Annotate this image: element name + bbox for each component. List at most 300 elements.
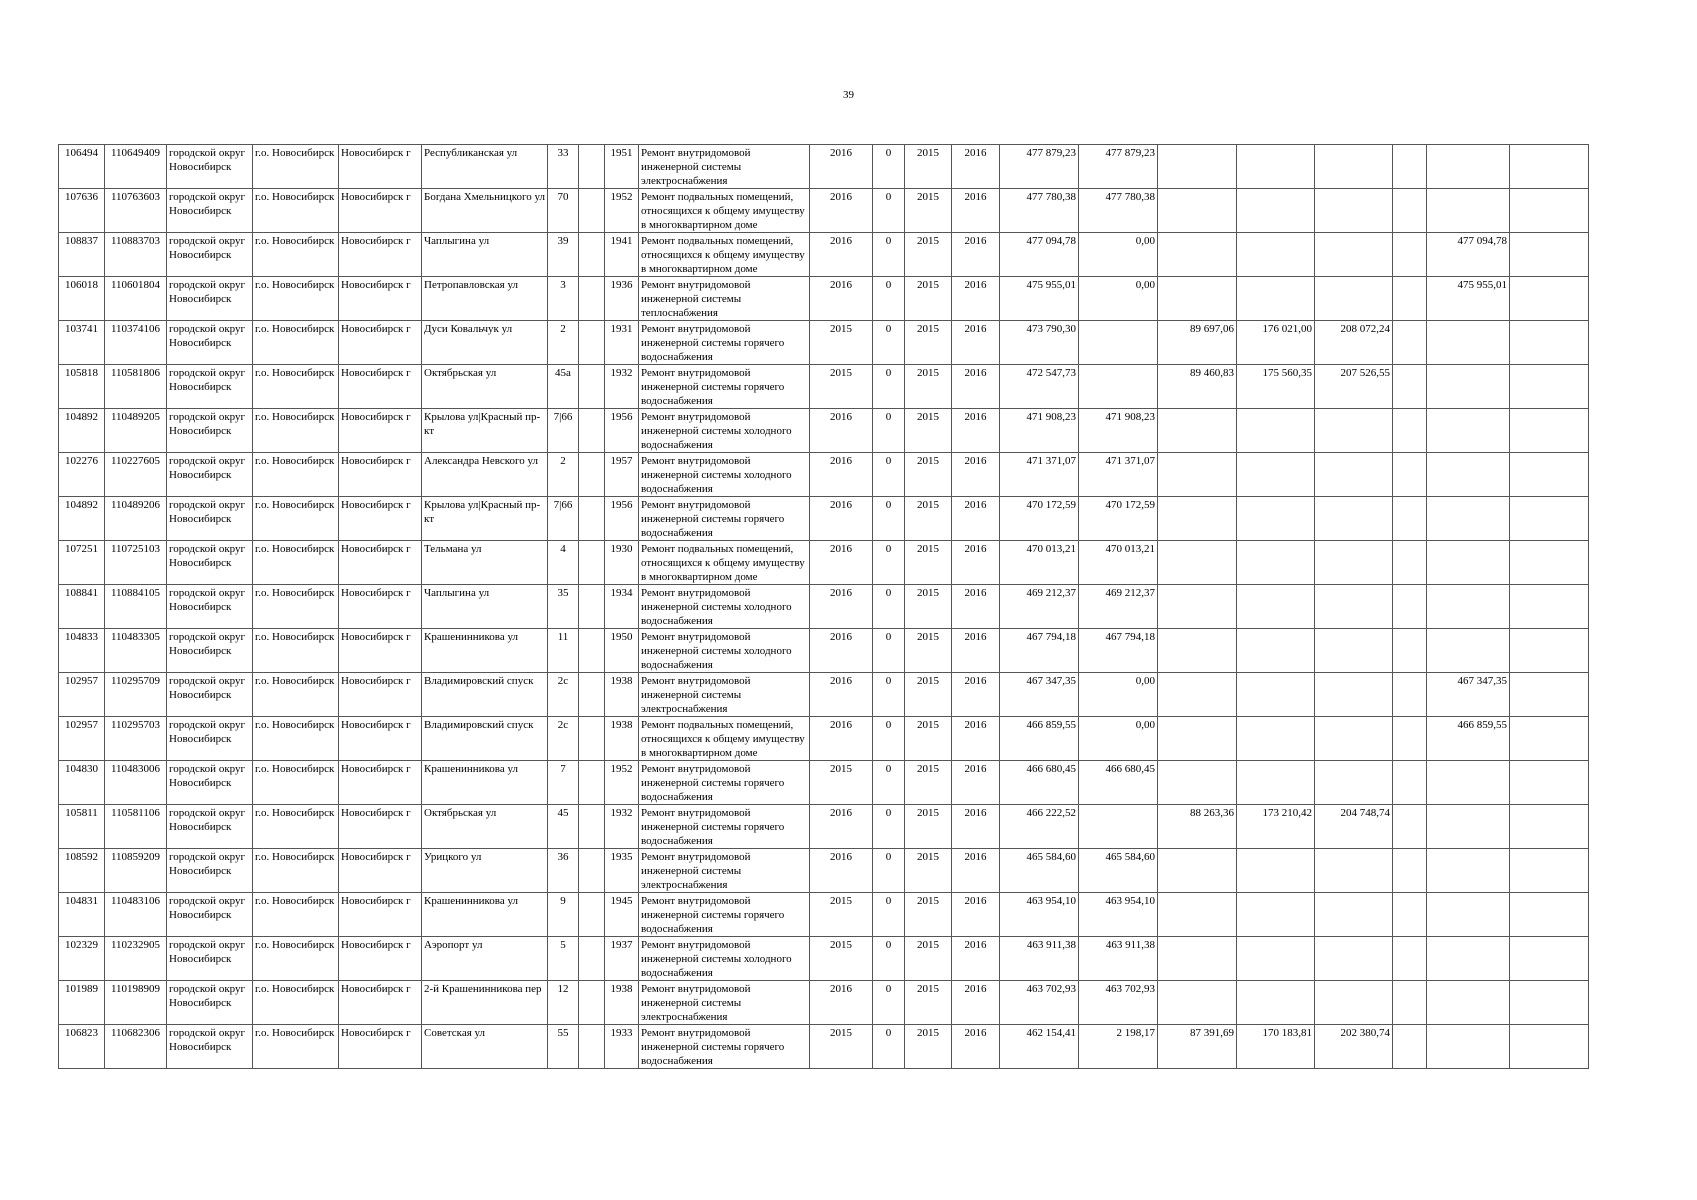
cell-cost-a bbox=[1079, 805, 1158, 849]
cell-year-built: 1950 bbox=[605, 629, 639, 673]
cell-cost-e bbox=[1393, 981, 1427, 1025]
cell-city-district: г.о. Новосибирск bbox=[253, 585, 339, 629]
cell-cost-g bbox=[1510, 321, 1589, 365]
cell-street: Богдана Хмельницкого ул bbox=[422, 189, 548, 233]
cell-house-number: 5 bbox=[548, 937, 579, 981]
cell-work-id: 110725103 bbox=[105, 541, 167, 585]
cell-cost-d bbox=[1315, 145, 1393, 189]
cell-flag: 0 bbox=[873, 189, 905, 233]
cell-cost-e bbox=[1393, 497, 1427, 541]
cell-cost-g bbox=[1510, 849, 1589, 893]
cell-work-id: 110295703 bbox=[105, 717, 167, 761]
cell-cost-b: 88 263,36 bbox=[1158, 805, 1237, 849]
cell-building bbox=[579, 849, 605, 893]
cell-cost-d bbox=[1315, 409, 1393, 453]
cell-work-id: 110483106 bbox=[105, 893, 167, 937]
cell-cost-a: 463 702,93 bbox=[1079, 981, 1158, 1025]
cell-cost-c bbox=[1237, 409, 1315, 453]
cell-period-start: 2015 bbox=[905, 937, 952, 981]
cell-cost-e bbox=[1393, 629, 1427, 673]
cell-cost-c: 173 210,42 bbox=[1237, 805, 1315, 849]
cell-cost-b bbox=[1158, 937, 1237, 981]
cell-cost-g bbox=[1510, 409, 1589, 453]
cell-year-built: 1936 bbox=[605, 277, 639, 321]
cell-work-type: Ремонт внутридомовой инженерной системы горячего водоснабжения bbox=[639, 365, 810, 409]
cell-cost-c bbox=[1237, 981, 1315, 1025]
cell-building bbox=[579, 585, 605, 629]
cell-street: Владимировский спуск bbox=[422, 673, 548, 717]
cell-cost-e bbox=[1393, 761, 1427, 805]
cell-cost-b bbox=[1158, 541, 1237, 585]
cell-municipality: городской округ Новосибирск bbox=[167, 981, 253, 1025]
cell-building bbox=[579, 893, 605, 937]
cell-street: Аэропорт ул bbox=[422, 937, 548, 981]
cell-city-district: г.о. Новосибирск bbox=[253, 761, 339, 805]
cell-year-built: 1934 bbox=[605, 585, 639, 629]
cell-year-built: 1932 bbox=[605, 805, 639, 849]
cell-period-start: 2015 bbox=[905, 761, 952, 805]
cell-period-start: 2015 bbox=[905, 365, 952, 409]
cell-house-id: 102957 bbox=[59, 717, 105, 761]
cell-flag: 0 bbox=[873, 893, 905, 937]
cell-city-district: г.о. Новосибирск bbox=[253, 981, 339, 1025]
cell-cost-f bbox=[1427, 1025, 1510, 1069]
cell-house-number: 39 bbox=[548, 233, 579, 277]
cell-house-id: 104833 bbox=[59, 629, 105, 673]
cell-work-type: Ремонт внутридомовой инженерной системы холодного водоснабжения bbox=[639, 453, 810, 497]
cell-period-start: 2015 bbox=[905, 189, 952, 233]
cell-locality: Новосибирск г bbox=[339, 937, 422, 981]
cell-plan-year: 2015 bbox=[810, 761, 873, 805]
cell-plan-year: 2016 bbox=[810, 805, 873, 849]
cell-cost-d bbox=[1315, 453, 1393, 497]
cell-work-id: 110489205 bbox=[105, 409, 167, 453]
cell-cost-c bbox=[1237, 717, 1315, 761]
cell-cost-a: 469 212,37 bbox=[1079, 585, 1158, 629]
cell-cost-f bbox=[1427, 453, 1510, 497]
cell-period-end: 2016 bbox=[952, 849, 1000, 893]
cell-work-id: 110295709 bbox=[105, 673, 167, 717]
cell-flag: 0 bbox=[873, 849, 905, 893]
cell-total-cost: 463 702,93 bbox=[1000, 981, 1079, 1025]
cell-municipality: городской округ Новосибирск bbox=[167, 409, 253, 453]
page-number: 39 bbox=[843, 89, 854, 101]
cell-cost-f bbox=[1427, 145, 1510, 189]
table-row bbox=[59, 1025, 1589, 1069]
cell-plan-year: 2016 bbox=[810, 409, 873, 453]
cell-street: Дуси Ковальчук ул bbox=[422, 321, 548, 365]
cell-street: Октябрьская ул bbox=[422, 805, 548, 849]
cell-period-start: 2015 bbox=[905, 981, 952, 1025]
cell-cost-b bbox=[1158, 893, 1237, 937]
cell-house-number: 33 bbox=[548, 145, 579, 189]
cell-locality: Новосибирск г bbox=[339, 145, 422, 189]
cell-cost-b bbox=[1158, 233, 1237, 277]
cell-year-built: 1930 bbox=[605, 541, 639, 585]
cell-cost-f bbox=[1427, 761, 1510, 805]
cell-work-id: 110682306 bbox=[105, 1025, 167, 1069]
cell-year-built: 1956 bbox=[605, 409, 639, 453]
cell-year-built: 1931 bbox=[605, 321, 639, 365]
cell-municipality: городской округ Новосибирск bbox=[167, 761, 253, 805]
cell-municipality: городской округ Новосибирск bbox=[167, 497, 253, 541]
cell-cost-g bbox=[1510, 145, 1589, 189]
cell-cost-c bbox=[1237, 541, 1315, 585]
cell-cost-c bbox=[1237, 497, 1315, 541]
cell-street: Крашенинникова ул bbox=[422, 893, 548, 937]
cell-street: 2-й Крашенинникова пер bbox=[422, 981, 548, 1025]
cell-period-end: 2016 bbox=[952, 497, 1000, 541]
cell-year-built: 1938 bbox=[605, 717, 639, 761]
cell-plan-year: 2016 bbox=[810, 453, 873, 497]
cell-street: Чаплыгина ул bbox=[422, 585, 548, 629]
cell-flag: 0 bbox=[873, 409, 905, 453]
cell-municipality: городской округ Новосибирск bbox=[167, 145, 253, 189]
cell-locality: Новосибирск г bbox=[339, 761, 422, 805]
cell-period-end: 2016 bbox=[952, 189, 1000, 233]
cell-street: Петропавловская ул bbox=[422, 277, 548, 321]
cell-plan-year: 2015 bbox=[810, 937, 873, 981]
cell-period-end: 2016 bbox=[952, 805, 1000, 849]
cell-flag: 0 bbox=[873, 761, 905, 805]
cell-city-district: г.о. Новосибирск bbox=[253, 497, 339, 541]
cell-city-district: г.о. Новосибирск bbox=[253, 849, 339, 893]
cell-house-id: 106823 bbox=[59, 1025, 105, 1069]
cell-work-type: Ремонт внутридомовой инженерной системы горячего водоснабжения bbox=[639, 497, 810, 541]
cell-cost-c bbox=[1237, 849, 1315, 893]
cell-cost-d: 202 380,74 bbox=[1315, 1025, 1393, 1069]
cell-building bbox=[579, 189, 605, 233]
cell-house-id: 108837 bbox=[59, 233, 105, 277]
cell-cost-g bbox=[1510, 629, 1589, 673]
cell-building bbox=[579, 277, 605, 321]
cell-year-built: 1952 bbox=[605, 189, 639, 233]
cell-cost-e bbox=[1393, 321, 1427, 365]
cell-building bbox=[579, 981, 605, 1025]
cell-cost-c bbox=[1237, 629, 1315, 673]
cell-work-type: Ремонт внутридомовой инженерной системы холодного водоснабжения bbox=[639, 937, 810, 981]
cell-cost-c bbox=[1237, 893, 1315, 937]
cell-cost-d bbox=[1315, 541, 1393, 585]
cell-locality: Новосибирск г bbox=[339, 189, 422, 233]
cell-cost-d bbox=[1315, 189, 1393, 233]
cell-plan-year: 2016 bbox=[810, 233, 873, 277]
cell-cost-d: 208 072,24 bbox=[1315, 321, 1393, 365]
cell-locality: Новосибирск г bbox=[339, 409, 422, 453]
cell-cost-f: 475 955,01 bbox=[1427, 277, 1510, 321]
cell-city-district: г.о. Новосибирск bbox=[253, 805, 339, 849]
cell-cost-e bbox=[1393, 189, 1427, 233]
cell-total-cost: 466 222,52 bbox=[1000, 805, 1079, 849]
cell-total-cost: 467 794,18 bbox=[1000, 629, 1079, 673]
cell-work-id: 110581106 bbox=[105, 805, 167, 849]
cell-locality: Новосибирск г bbox=[339, 541, 422, 585]
cell-cost-f bbox=[1427, 893, 1510, 937]
cell-cost-c bbox=[1237, 277, 1315, 321]
cell-total-cost: 462 154,41 bbox=[1000, 1025, 1079, 1069]
cell-locality: Новосибирск г bbox=[339, 233, 422, 277]
cell-cost-g bbox=[1510, 277, 1589, 321]
cell-period-end: 2016 bbox=[952, 277, 1000, 321]
cell-period-start: 2015 bbox=[905, 321, 952, 365]
cell-plan-year: 2015 bbox=[810, 321, 873, 365]
table-row bbox=[59, 145, 1589, 189]
cell-year-built: 1933 bbox=[605, 1025, 639, 1069]
cell-street: Крашенинникова ул bbox=[422, 629, 548, 673]
cell-plan-year: 2016 bbox=[810, 145, 873, 189]
cell-house-id: 101989 bbox=[59, 981, 105, 1025]
cell-cost-c bbox=[1237, 453, 1315, 497]
cell-work-id: 110884105 bbox=[105, 585, 167, 629]
cell-cost-c bbox=[1237, 761, 1315, 805]
cell-cost-b bbox=[1158, 585, 1237, 629]
cell-house-number: 2 bbox=[548, 321, 579, 365]
cell-cost-b: 87 391,69 bbox=[1158, 1025, 1237, 1069]
cell-house-id: 104892 bbox=[59, 497, 105, 541]
cell-cost-b bbox=[1158, 629, 1237, 673]
cell-work-type: Ремонт внутридомовой инженерной системы холодного водоснабжения bbox=[639, 629, 810, 673]
cell-city-district: г.о. Новосибирск bbox=[253, 409, 339, 453]
cell-total-cost: 477 780,38 bbox=[1000, 189, 1079, 233]
cell-work-id: 110374106 bbox=[105, 321, 167, 365]
cell-total-cost: 477 879,23 bbox=[1000, 145, 1079, 189]
cell-cost-f bbox=[1427, 497, 1510, 541]
cell-total-cost: 472 547,73 bbox=[1000, 365, 1079, 409]
cell-locality: Новосибирск г bbox=[339, 673, 422, 717]
cell-cost-b bbox=[1158, 145, 1237, 189]
cell-work-id: 110883703 bbox=[105, 233, 167, 277]
table-row bbox=[59, 585, 1589, 629]
cell-cost-a: 463 954,10 bbox=[1079, 893, 1158, 937]
cell-year-built: 1938 bbox=[605, 981, 639, 1025]
cell-cost-a: 0,00 bbox=[1079, 233, 1158, 277]
cell-cost-g bbox=[1510, 1025, 1589, 1069]
cell-period-end: 2016 bbox=[952, 145, 1000, 189]
cell-cost-f: 477 094,78 bbox=[1427, 233, 1510, 277]
cell-work-type: Ремонт подвальных помещений, относящихся к общему имуществу в многоквартирном доме bbox=[639, 541, 810, 585]
cell-work-type: Ремонт внутридомовой инженерной системы горячего водоснабжения bbox=[639, 893, 810, 937]
cell-cost-c bbox=[1237, 233, 1315, 277]
cell-period-start: 2015 bbox=[905, 145, 952, 189]
cell-cost-a: 0,00 bbox=[1079, 673, 1158, 717]
cell-cost-f bbox=[1427, 409, 1510, 453]
cell-work-id: 110859209 bbox=[105, 849, 167, 893]
cell-house-id: 103741 bbox=[59, 321, 105, 365]
cell-cost-e bbox=[1393, 849, 1427, 893]
cell-building bbox=[579, 629, 605, 673]
cell-cost-a: 471 908,23 bbox=[1079, 409, 1158, 453]
cell-cost-g bbox=[1510, 233, 1589, 277]
cell-total-cost: 471 371,07 bbox=[1000, 453, 1079, 497]
cell-cost-a: 466 680,45 bbox=[1079, 761, 1158, 805]
cell-locality: Новосибирск г bbox=[339, 585, 422, 629]
cell-cost-e bbox=[1393, 893, 1427, 937]
cell-house-number: 7|66 bbox=[548, 409, 579, 453]
cell-cost-g bbox=[1510, 497, 1589, 541]
cell-period-end: 2016 bbox=[952, 717, 1000, 761]
cell-period-start: 2015 bbox=[905, 541, 952, 585]
cell-building bbox=[579, 365, 605, 409]
cell-cost-g bbox=[1510, 805, 1589, 849]
table-row bbox=[59, 981, 1589, 1025]
cell-cost-e bbox=[1393, 409, 1427, 453]
cell-flag: 0 bbox=[873, 365, 905, 409]
cell-cost-f bbox=[1427, 365, 1510, 409]
cell-house-id: 105818 bbox=[59, 365, 105, 409]
cell-building bbox=[579, 761, 605, 805]
cell-locality: Новосибирск г bbox=[339, 893, 422, 937]
cell-city-district: г.о. Новосибирск bbox=[253, 673, 339, 717]
cell-house-id: 106494 bbox=[59, 145, 105, 189]
cell-cost-f bbox=[1427, 849, 1510, 893]
cell-cost-b: 89 697,06 bbox=[1158, 321, 1237, 365]
cell-plan-year: 2016 bbox=[810, 717, 873, 761]
cell-work-id: 110581806 bbox=[105, 365, 167, 409]
cell-cost-a: 471 371,07 bbox=[1079, 453, 1158, 497]
cell-period-start: 2015 bbox=[905, 409, 952, 453]
repair-register-table bbox=[58, 144, 1589, 1069]
cell-cost-d bbox=[1315, 981, 1393, 1025]
cell-period-end: 2016 bbox=[952, 893, 1000, 937]
cell-cost-g bbox=[1510, 937, 1589, 981]
cell-cost-c bbox=[1237, 673, 1315, 717]
cell-plan-year: 2016 bbox=[810, 277, 873, 321]
cell-cost-a: 477 879,23 bbox=[1079, 145, 1158, 189]
cell-year-built: 1937 bbox=[605, 937, 639, 981]
cell-house-number: 70 bbox=[548, 189, 579, 233]
cell-house-id: 106018 bbox=[59, 277, 105, 321]
cell-work-id: 110483305 bbox=[105, 629, 167, 673]
cell-work-id: 110489206 bbox=[105, 497, 167, 541]
cell-period-end: 2016 bbox=[952, 409, 1000, 453]
cell-municipality: городской округ Новосибирск bbox=[167, 277, 253, 321]
cell-work-id: 110601804 bbox=[105, 277, 167, 321]
cell-period-start: 2015 bbox=[905, 849, 952, 893]
cell-cost-e bbox=[1393, 541, 1427, 585]
cell-cost-e bbox=[1393, 233, 1427, 277]
cell-cost-e bbox=[1393, 937, 1427, 981]
cell-period-start: 2015 bbox=[905, 497, 952, 541]
cell-total-cost: 465 584,60 bbox=[1000, 849, 1079, 893]
cell-cost-a: 470 013,21 bbox=[1079, 541, 1158, 585]
table-row bbox=[59, 761, 1589, 805]
cell-total-cost: 477 094,78 bbox=[1000, 233, 1079, 277]
cell-building bbox=[579, 409, 605, 453]
cell-cost-g bbox=[1510, 761, 1589, 805]
cell-city-district: г.о. Новосибирск bbox=[253, 233, 339, 277]
cell-municipality: городской округ Новосибирск bbox=[167, 849, 253, 893]
cell-cost-g bbox=[1510, 365, 1589, 409]
cell-total-cost: 467 347,35 bbox=[1000, 673, 1079, 717]
cell-year-built: 1951 bbox=[605, 145, 639, 189]
cell-street: Республиканская ул bbox=[422, 145, 548, 189]
cell-cost-b bbox=[1158, 717, 1237, 761]
cell-cost-e bbox=[1393, 717, 1427, 761]
cell-building bbox=[579, 233, 605, 277]
cell-city-district: г.о. Новосибирск bbox=[253, 717, 339, 761]
cell-locality: Новосибирск г bbox=[339, 321, 422, 365]
table-row bbox=[59, 541, 1589, 585]
cell-work-type: Ремонт подвальных помещений, относящихся к общему имуществу в многоквартирном доме bbox=[639, 233, 810, 277]
cell-cost-a bbox=[1079, 321, 1158, 365]
cell-total-cost: 463 911,38 bbox=[1000, 937, 1079, 981]
cell-plan-year: 2015 bbox=[810, 893, 873, 937]
cell-work-id: 110227605 bbox=[105, 453, 167, 497]
cell-city-district: г.о. Новосибирск bbox=[253, 453, 339, 497]
cell-cost-a: 465 584,60 bbox=[1079, 849, 1158, 893]
cell-building bbox=[579, 145, 605, 189]
cell-house-number: 2с bbox=[548, 717, 579, 761]
cell-cost-d: 204 748,74 bbox=[1315, 805, 1393, 849]
cell-flag: 0 bbox=[873, 145, 905, 189]
cell-period-start: 2015 bbox=[905, 453, 952, 497]
cell-cost-a: 477 780,38 bbox=[1079, 189, 1158, 233]
cell-cost-e bbox=[1393, 1025, 1427, 1069]
cell-cost-c bbox=[1237, 585, 1315, 629]
cell-cost-f: 466 859,55 bbox=[1427, 717, 1510, 761]
cell-cost-f bbox=[1427, 629, 1510, 673]
cell-total-cost: 470 013,21 bbox=[1000, 541, 1079, 585]
cell-municipality: городской округ Новосибирск bbox=[167, 365, 253, 409]
cell-cost-c: 170 183,81 bbox=[1237, 1025, 1315, 1069]
cell-house-number: 55 bbox=[548, 1025, 579, 1069]
cell-period-end: 2016 bbox=[952, 1025, 1000, 1069]
cell-total-cost: 473 790,30 bbox=[1000, 321, 1079, 365]
cell-municipality: городской округ Новосибирск bbox=[167, 189, 253, 233]
cell-locality: Новосибирск г bbox=[339, 277, 422, 321]
cell-year-built: 1941 bbox=[605, 233, 639, 277]
cell-flag: 0 bbox=[873, 981, 905, 1025]
cell-period-end: 2016 bbox=[952, 585, 1000, 629]
table-row bbox=[59, 189, 1589, 233]
table-row bbox=[59, 629, 1589, 673]
cell-year-built: 1952 bbox=[605, 761, 639, 805]
cell-period-start: 2015 bbox=[905, 673, 952, 717]
cell-street: Урицкого ул bbox=[422, 849, 548, 893]
cell-cost-a: 463 911,38 bbox=[1079, 937, 1158, 981]
table-row bbox=[59, 805, 1589, 849]
cell-plan-year: 2016 bbox=[810, 629, 873, 673]
table-row bbox=[59, 893, 1589, 937]
cell-municipality: городской округ Новосибирск bbox=[167, 1025, 253, 1069]
cell-street: Октябрьская ул bbox=[422, 365, 548, 409]
cell-cost-a: 0,00 bbox=[1079, 717, 1158, 761]
cell-work-type: Ремонт подвальных помещений, относящихся к общему имуществу в многоквартирном доме bbox=[639, 189, 810, 233]
cell-locality: Новосибирск г bbox=[339, 453, 422, 497]
cell-flag: 0 bbox=[873, 717, 905, 761]
cell-municipality: городской округ Новосибирск bbox=[167, 233, 253, 277]
cell-work-type: Ремонт внутридомовой инженерной системы холодного водоснабжения bbox=[639, 409, 810, 453]
cell-cost-d bbox=[1315, 277, 1393, 321]
cell-cost-e bbox=[1393, 453, 1427, 497]
cell-total-cost: 470 172,59 bbox=[1000, 497, 1079, 541]
cell-house-id: 107251 bbox=[59, 541, 105, 585]
cell-cost-f bbox=[1427, 981, 1510, 1025]
cell-period-start: 2015 bbox=[905, 233, 952, 277]
cell-cost-d bbox=[1315, 629, 1393, 673]
cell-flag: 0 bbox=[873, 673, 905, 717]
cell-period-end: 2016 bbox=[952, 761, 1000, 805]
cell-cost-b bbox=[1158, 409, 1237, 453]
cell-cost-f bbox=[1427, 189, 1510, 233]
cell-cost-f bbox=[1427, 321, 1510, 365]
cell-cost-e bbox=[1393, 585, 1427, 629]
cell-work-type: Ремонт внутридомовой инженерной системы теплоснабжения bbox=[639, 277, 810, 321]
table-row bbox=[59, 277, 1589, 321]
cell-flag: 0 bbox=[873, 585, 905, 629]
cell-cost-d bbox=[1315, 497, 1393, 541]
cell-street: Крылова ул|Красный пр-кт bbox=[422, 409, 548, 453]
